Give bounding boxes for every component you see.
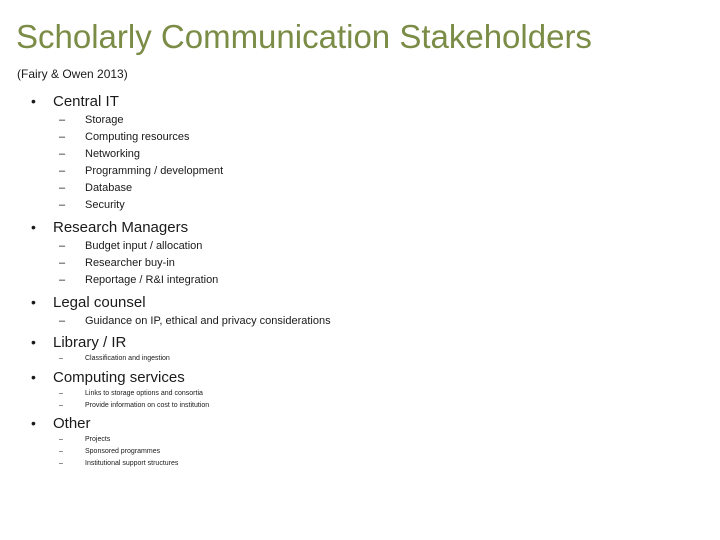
sub-bullet-label: Programming / development [85,165,224,177]
dash-icon: – [59,148,66,160]
sub-bullet-label: Projects [85,436,111,443]
dash-icon: – [59,460,63,467]
sub-bullet-label: Database [85,182,133,194]
bullet-label: Library / IR [53,334,127,351]
bullet-label: Legal counsel [53,294,146,311]
sub-bullet-label: Provide information on cost to institution [85,402,210,409]
dash-icon: – [59,240,66,252]
bullet-icon: • [31,334,36,350]
dash-icon: – [59,274,66,286]
bullet-icon: • [31,294,36,310]
sub-bullet-label: Security [85,199,125,211]
bullet-label: Research Managers [53,219,189,236]
bullet-label: Computing services [53,369,185,386]
sub-bullet-label: Researcher buy-in [85,257,175,269]
bullet-icon: • [31,369,36,385]
sub-bullet-label: Computing resources [85,131,190,143]
dash-icon: – [59,131,66,143]
sub-bullet-label: Guidance on IP, ethical and privacy considerations [85,315,331,327]
bullet-icon: • [31,219,36,235]
dash-icon: – [59,402,63,409]
slide-title: Scholarly Communication Stakeholders [16,18,592,55]
bullet-icon: • [31,93,36,109]
sub-bullet-label: Reportage / R&I integration [85,274,219,286]
sub-bullet-label: Links to storage options and consortia [85,390,203,397]
dash-icon: – [59,448,63,455]
sub-bullet-label: Networking [85,148,141,160]
sub-bullet-label: Budget input / allocation [85,240,203,252]
dash-icon: – [59,257,66,269]
bullet-icon: • [31,415,36,431]
dash-icon: – [59,199,66,211]
citation: (Fairy & Owen 2013) [17,67,128,81]
dash-icon: – [59,165,66,177]
bullet-label: Central IT [53,93,119,110]
sub-bullet-label: Sponsored programmes [85,448,161,455]
dash-icon: – [59,315,66,327]
dash-icon: – [59,114,66,126]
dash-icon: – [59,355,63,362]
bullet-label: Other [53,415,91,432]
dash-icon: – [59,436,63,443]
dash-icon: – [59,182,66,194]
sub-bullet-label: Storage [85,114,124,126]
sub-bullet-label: Institutional support structures [85,460,179,467]
dash-icon: – [59,390,63,397]
sub-bullet-label: Classification and ingestion [85,355,170,362]
